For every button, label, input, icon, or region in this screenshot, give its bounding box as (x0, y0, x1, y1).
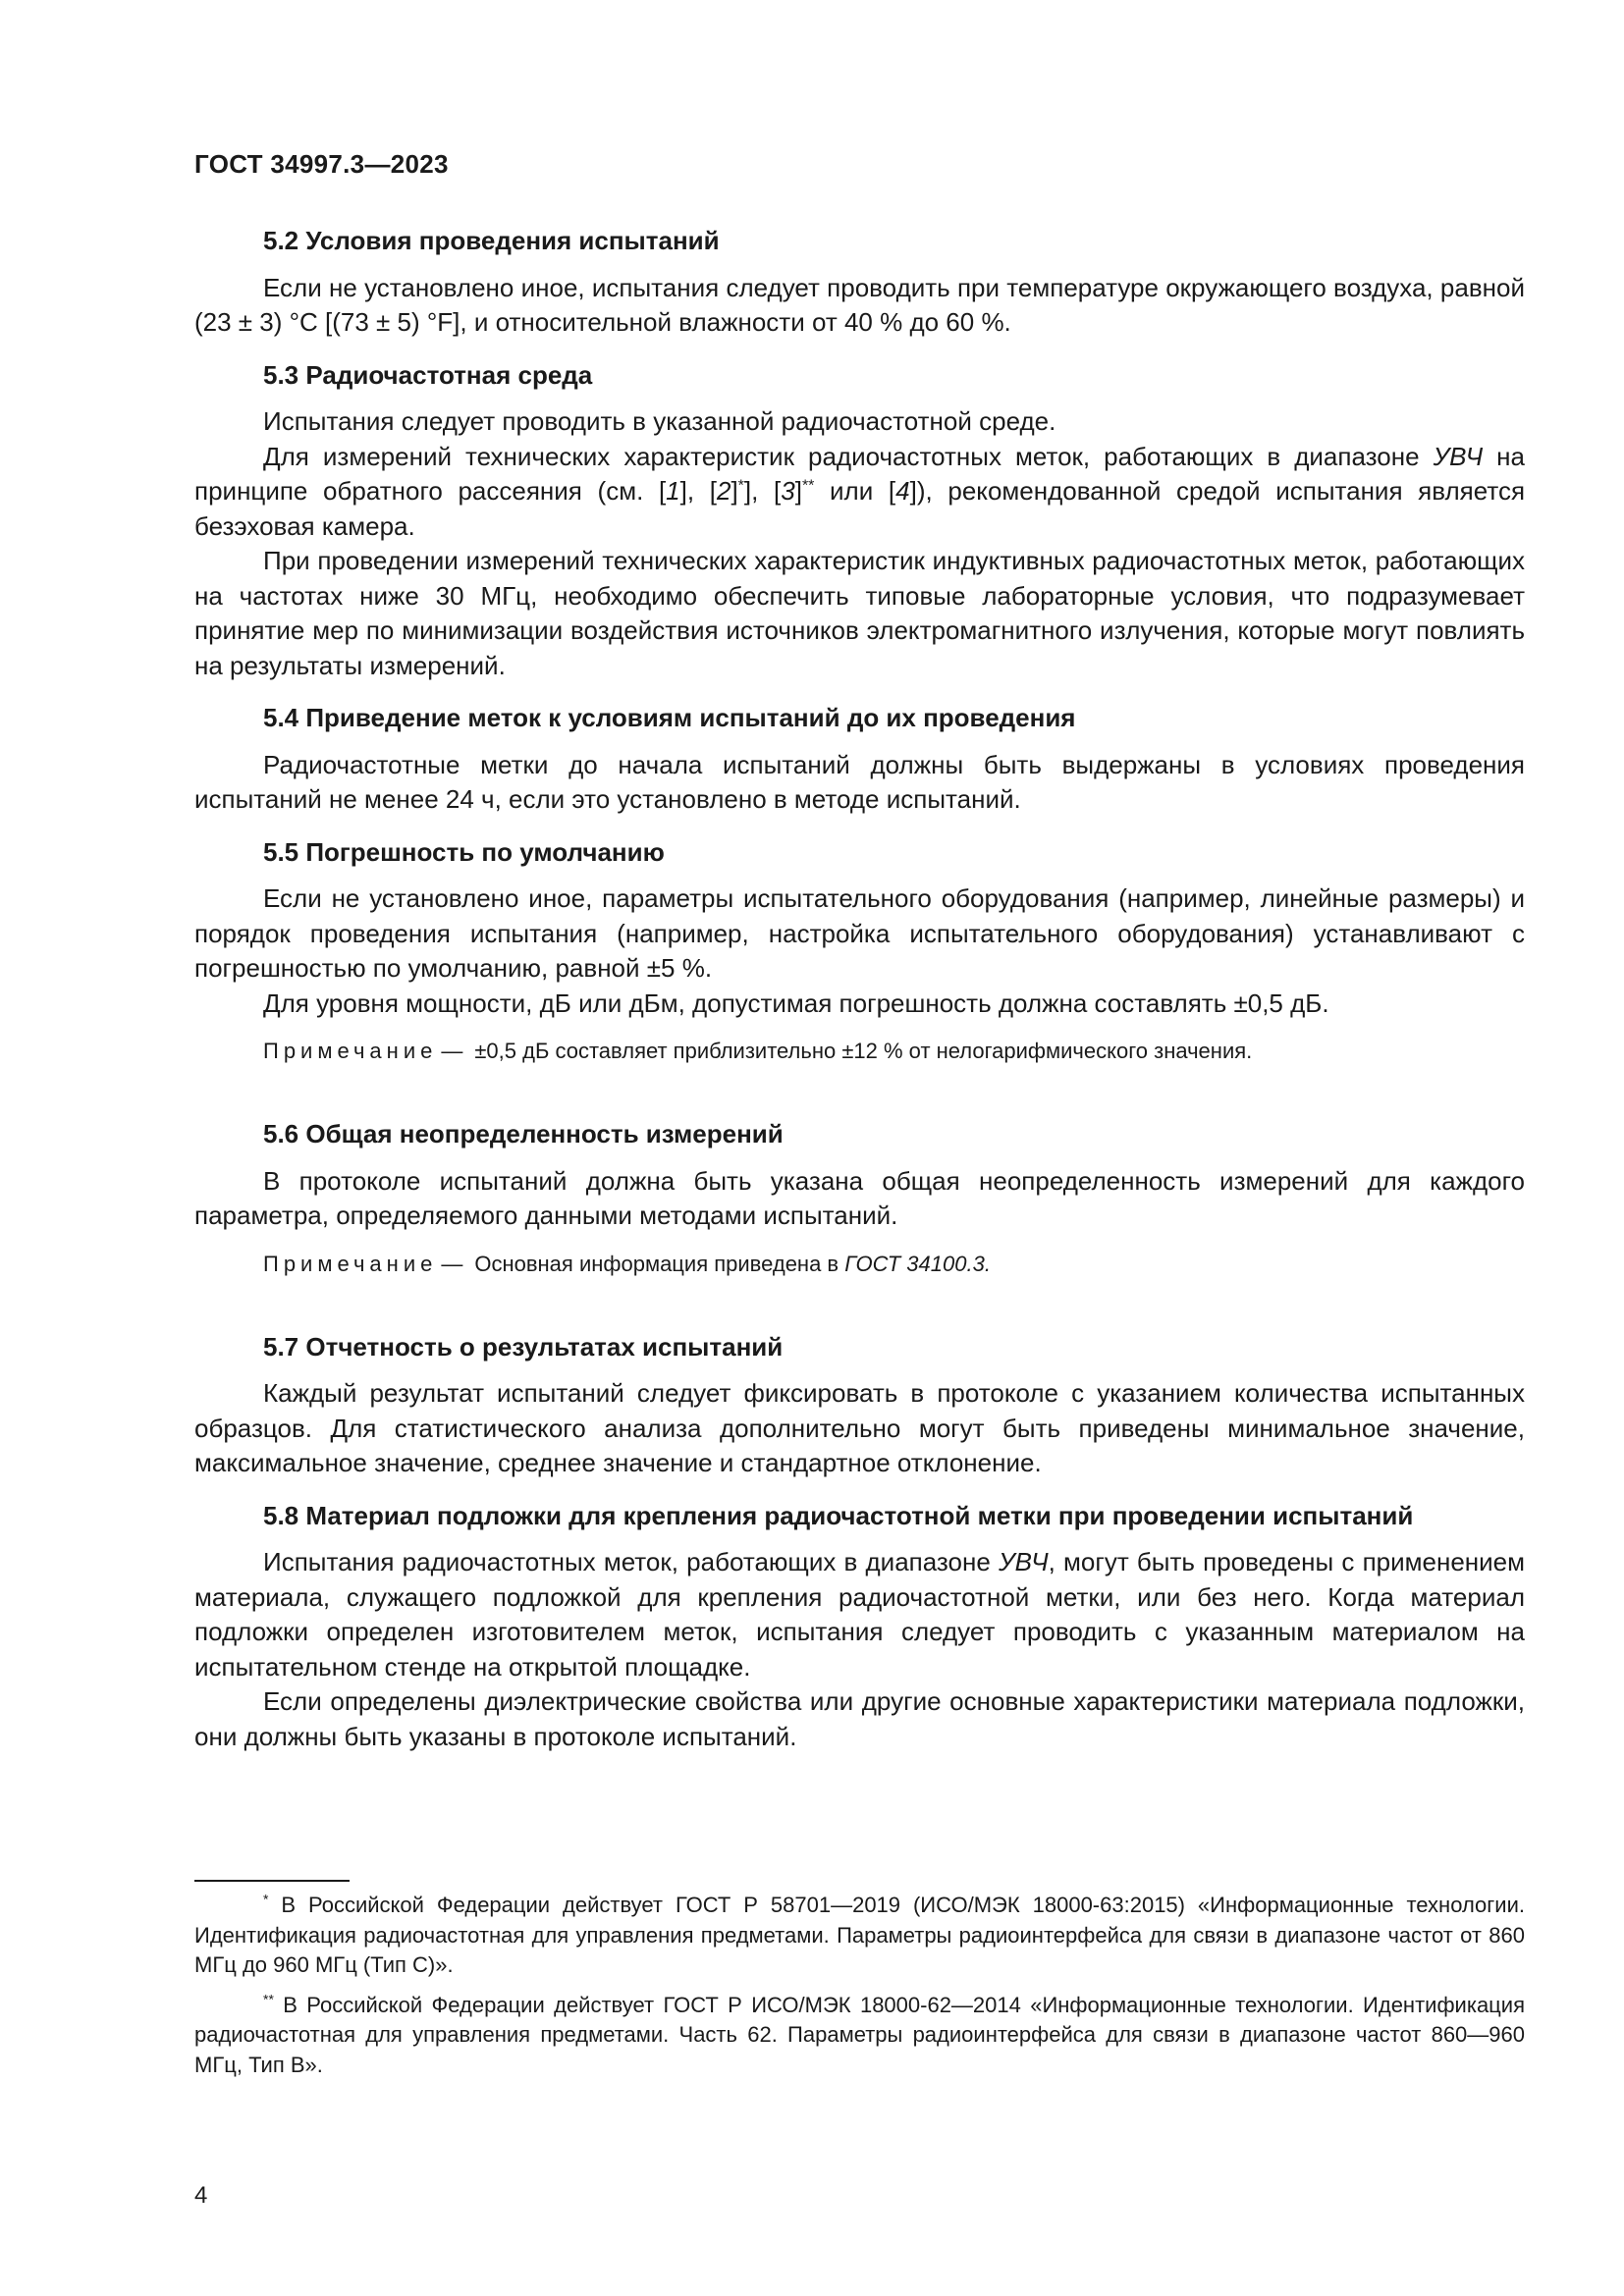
section-5-7 (194, 1330, 1525, 1481)
footnote-text: В Российской Федерации действует ГОСТ Р 58701—2019 (ИСО/МЭК 18000-63:2015) «Информационные технологии. Идентификация радиочастотная для управления предметами. Параметры радиоинтерфейса для связи в диапазоне частот от 860 МГц до 960 МГц (Тип С)». (194, 1893, 1525, 1977)
note (194, 1037, 1525, 1066)
text-run: ] (794, 476, 802, 506)
section-title: 5.5 Погрешность по умолчанию (263, 836, 665, 867)
section-5-6 (194, 1117, 1525, 1279)
paragraph: При проведении измерений технических характеристик индуктивных радиочастотных меток, работающих на частотах ниже 30 МГц, необходимо обеспечить типовые лабораторные условия, что подразумевает принятие мер по минимизации воздействия источников электромагнитного излучения, которые могут повлиять на результаты измерений. (194, 546, 1525, 680)
footnote (194, 1891, 1525, 1981)
note-dash: — (441, 1039, 463, 1063)
text-run: ], [ (743, 476, 782, 506)
reference-4: 4 (895, 476, 910, 506)
note-text: Основная информация приведена в (474, 1251, 845, 1276)
footnote-mark: * (737, 477, 744, 495)
section-5-8 (194, 1499, 1525, 1755)
text-run: на принципе обратного рассеяния (см. [ (194, 441, 1525, 506)
uhf-term: УВЧ (999, 1547, 1049, 1576)
text-run: ]), рекомендованной средой испытания является безэховая камера. (194, 476, 1526, 541)
section-title: 5.3 Радиочастотная среда (263, 359, 593, 390)
section-title: 5.8 Материал подложки для крепления радиочастотной метки при проведении испытаний (263, 1500, 1414, 1530)
note (194, 1250, 1525, 1279)
text-run: Испытания радиочастотных меток, работающих в диапазоне (263, 1547, 1000, 1576)
footnote-divider (194, 1880, 350, 1882)
paragraph: Для уровня мощности, дБ или дБм, допустимая погрешность должна составлять ±0,5 дБ. (263, 988, 1329, 1018)
text-run: Для измерений технических характеристик радиочастотных меток, работающих в диапазоне (263, 441, 1434, 471)
section-5-2 (194, 224, 1525, 341)
document-code: ГОСТ 34997.3—2023 (194, 149, 449, 179)
paragraph: Если не установлено иное, параметры испытательного оборудования (например, линейные размеры) и порядок проведения испытания (например, настройка испытательного оборудования) устанавливают с погрешностью по умолчанию, равной ±5 %. (194, 883, 1525, 983)
footnote-text: В Российской Федерации действует ГОСТ Р ИСО/МЭК 18000-62—2014 «Информационные технологии. Идентификация радиочастотная для управления предметами. Часть 62. Параметры радиоинтерфейса для связи в диапазоне частот 860—960 МГц, Тип В». (194, 1992, 1525, 2077)
section-5-4 (194, 701, 1525, 818)
section-title: 5.2 Условия проведения испытаний (263, 226, 720, 255)
footnotes (194, 1891, 1525, 2090)
paragraph: Испытания следует проводить в указанной радиочастотной среде. (263, 406, 1056, 436)
text-run: ] (731, 476, 738, 506)
section-5-5 (194, 835, 1525, 1067)
reference-2: 2 (716, 476, 731, 506)
paragraph: В протоколе испытаний должна быть указана общая неопределенность измерений для каждого параметра, определяемого данными методами испытаний. (194, 1165, 1525, 1230)
paragraph (194, 1545, 1525, 1684)
uhf-term: УВЧ (1433, 441, 1484, 471)
footnote-mark: ** (801, 477, 815, 495)
section-title: 5.4 Приведение меток к условиям испытаний до их проведения (263, 703, 1076, 732)
paragraph: Если определены диэлектрические свойства или другие основные характеристики материала подложки, они должны быть указаны в протоколе испытаний. (194, 1686, 1525, 1751)
reference-3: 3 (781, 476, 795, 506)
paragraph: Каждый результат испытаний следует фиксировать в протоколе с указанием количества испытанных образцов. Для статистического анализа дополнительно могут быть приведены минимальное значение, максимальное значение, среднее значение и стандартное отклонение. (194, 1378, 1525, 1477)
footnote (194, 1991, 1525, 2081)
section-5-3 (194, 358, 1525, 684)
note-dash: — (441, 1251, 463, 1276)
paragraph (194, 440, 1525, 545)
paragraph: Если не установлено иное, испытания следует проводить при температуре окружающего воздуха, равной (23 ± 3) °С [(73 ± 5) °F], и относительной влажности от 40 % до 60 %. (194, 272, 1525, 337)
section-title: 5.7 Отчетность о результатах испытаний (263, 1331, 784, 1362)
section-title: 5.6 Общая неопределенность измерений (263, 1119, 784, 1148)
note-label: Примечание (263, 1039, 438, 1063)
text-run: ], [ (679, 476, 717, 506)
footnote-mark: * (263, 1891, 269, 1907)
text-run: или [ (814, 476, 896, 506)
page-content (194, 224, 1525, 1772)
paragraph: Радиочастотные метки до начала испытаний должны быть выдержаны в условиях проведения испытаний не менее 24 ч, если это установлено в методе испытаний. (194, 749, 1525, 814)
note-text: ±0,5 дБ составляет приблизительно ±12 % от нелогарифмического значения. (474, 1039, 1253, 1063)
page-number: 4 (194, 2182, 208, 2209)
note-label: Примечание (263, 1251, 438, 1276)
note-reference: ГОСТ 34100.3. (844, 1251, 991, 1276)
reference-1: 1 (666, 476, 680, 506)
text-run: , могут быть проведены с применением материала, служащего подложкой для крепления радиочастотной метки, или без него. Когда материал подложки определен изготовителем меток, испытания следует проводить с указанным материалом на испытательном стенде на открытой площадке. (194, 1547, 1525, 1682)
footnote-mark: ** (263, 1991, 274, 2007)
